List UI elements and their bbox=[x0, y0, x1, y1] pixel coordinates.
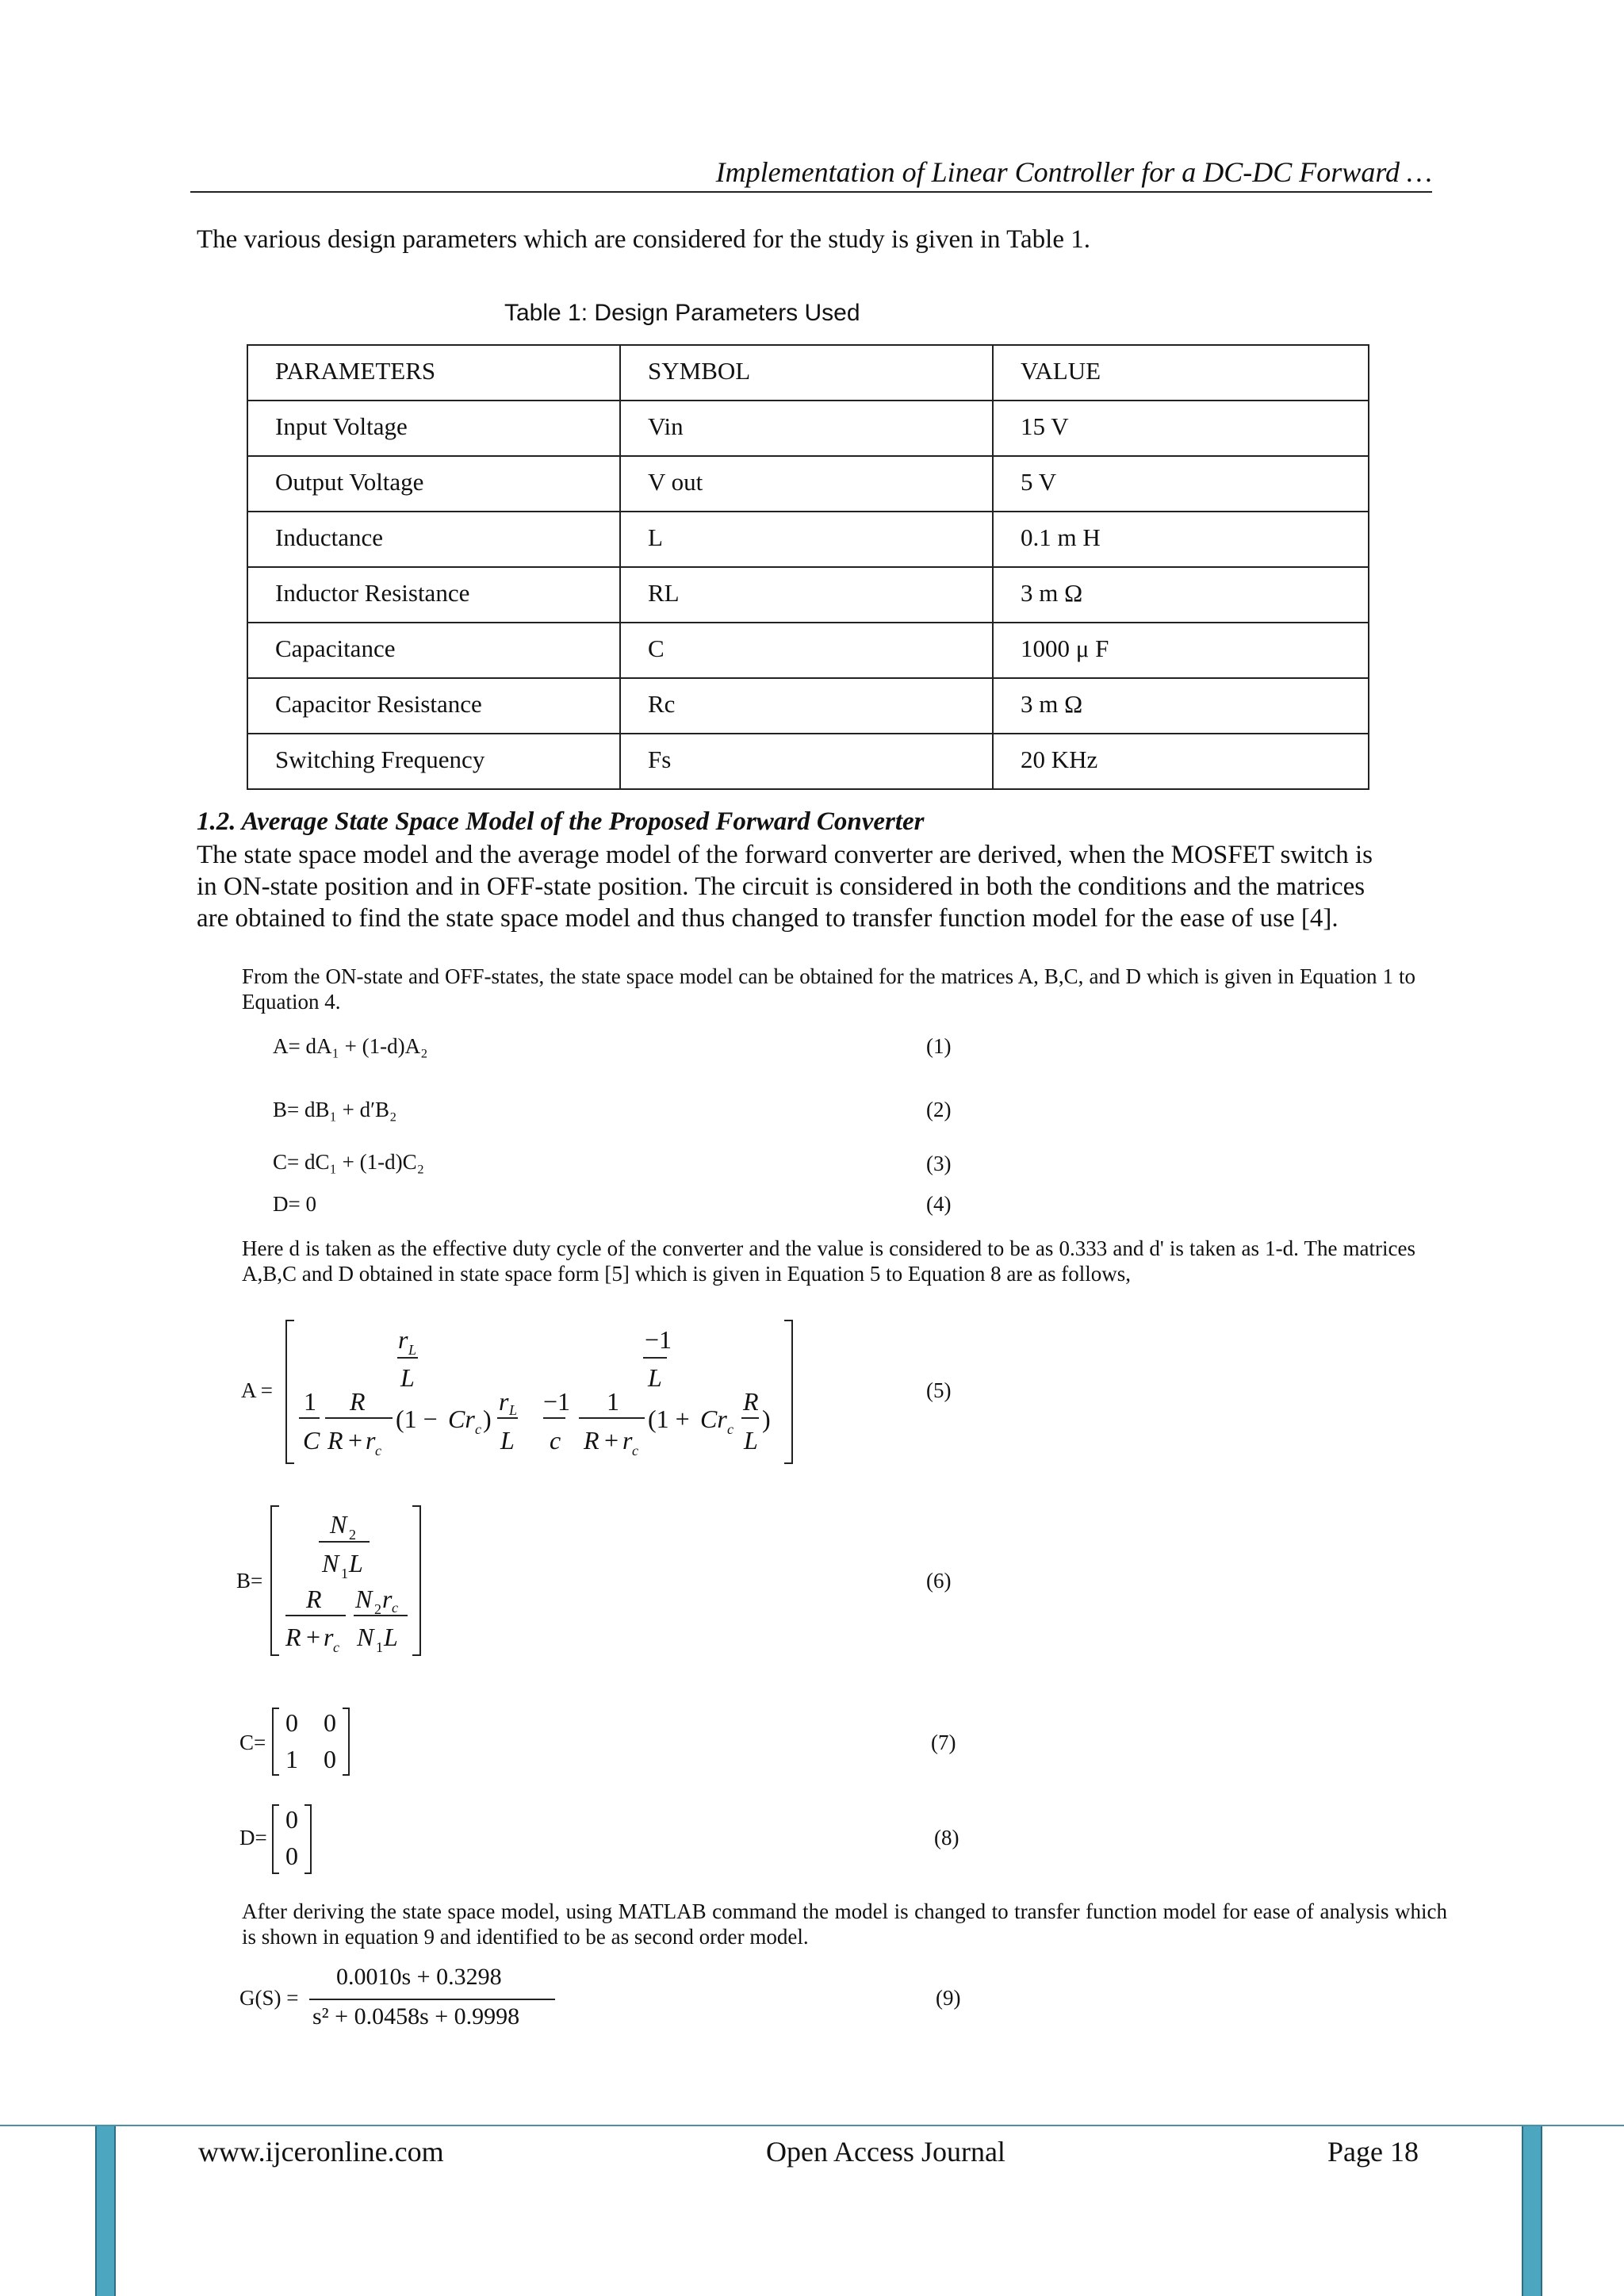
table-cell: Fs bbox=[620, 734, 993, 789]
footer-right-bar bbox=[1522, 2126, 1542, 2296]
svg-text:r: r bbox=[622, 1426, 633, 1455]
svg-text:2: 2 bbox=[349, 1527, 356, 1543]
table-row bbox=[247, 401, 1369, 456]
svg-text:L: L bbox=[384, 1623, 398, 1651]
table-header-row bbox=[247, 345, 1369, 401]
svg-text:R: R bbox=[584, 1426, 599, 1455]
equation-2: B= dB₁ + d′B₂ bbox=[273, 1098, 397, 1121]
equation-number: (6) bbox=[926, 1569, 952, 1593]
equation-number: (1) bbox=[926, 1034, 952, 1058]
table-caption: Table 1: Design Parameters Used bbox=[504, 300, 860, 326]
svg-text:c: c bbox=[333, 1639, 339, 1655]
svg-text:C: C bbox=[303, 1426, 320, 1455]
table-cell: 1000 μ F bbox=[993, 623, 1369, 678]
matrix-c-label: C= bbox=[239, 1731, 266, 1754]
svg-text:N: N bbox=[357, 1623, 374, 1651]
fraction-bar bbox=[309, 1999, 555, 2000]
table-cell: Inductance bbox=[247, 512, 620, 567]
svg-text:L: L bbox=[400, 1363, 415, 1392]
matrix-d-cell: 0 bbox=[285, 1805, 298, 1834]
svg-text:1: 1 bbox=[376, 1639, 383, 1655]
footer-page-number: Page 18 bbox=[1327, 2136, 1419, 2168]
table-cell: Rc bbox=[620, 678, 993, 734]
equation-3: C= dC₁ + (1-d)C₂ bbox=[273, 1150, 425, 1174]
table-cell: Capacitance bbox=[247, 623, 620, 678]
svg-text:Cr: Cr bbox=[448, 1405, 475, 1433]
matrix-c-cell: 0 bbox=[324, 1745, 336, 1773]
svg-text:): ) bbox=[762, 1405, 771, 1433]
svg-text:−1: −1 bbox=[543, 1387, 571, 1416]
header-cell: SYMBOL bbox=[620, 345, 993, 401]
table-cell: Switching Frequency bbox=[247, 734, 620, 789]
svg-text:(1 −: (1 − bbox=[396, 1405, 438, 1433]
svg-text:c: c bbox=[550, 1426, 561, 1455]
table-cell: Vin bbox=[620, 401, 993, 456]
table-cell: 15 V bbox=[993, 401, 1369, 456]
svg-text:+: + bbox=[306, 1623, 321, 1651]
running-head: Implementation of Linear Controller for a DC-DC Forward … bbox=[715, 156, 1432, 188]
svg-text:c: c bbox=[375, 1443, 381, 1458]
equation-number: (2) bbox=[926, 1098, 952, 1121]
table-cell: 5 V bbox=[993, 456, 1369, 512]
section-title: 1.2. Average State Space Model of the Proposed Forward Converter bbox=[197, 807, 925, 836]
footer-journal: Open Access Journal bbox=[766, 2136, 1005, 2168]
matlab-paragraph: After deriving the state space model, using MATLAB command the model is changed to transfer function model for ease of analysis which is shown in equation 9 and identified to be as second order model. bbox=[242, 1899, 1447, 1949]
matrix-b-label: B= bbox=[236, 1569, 263, 1593]
svg-text:N: N bbox=[330, 1510, 347, 1539]
header-cell: PARAMETERS bbox=[247, 345, 620, 401]
equation-number: (9) bbox=[936, 1986, 961, 2010]
table-cell: RL bbox=[620, 567, 993, 623]
table-row bbox=[247, 678, 1369, 734]
svg-text:−1: −1 bbox=[645, 1325, 672, 1354]
svg-text:r: r bbox=[366, 1426, 376, 1455]
matrix-a-label: A = bbox=[241, 1378, 273, 1402]
matrix-c-cell: 0 bbox=[285, 1708, 298, 1737]
svg-text:N: N bbox=[322, 1549, 339, 1577]
table-row bbox=[247, 456, 1369, 512]
svg-text:L: L bbox=[744, 1426, 758, 1455]
table-cell: C bbox=[620, 623, 993, 678]
equation-number: (5) bbox=[926, 1378, 952, 1402]
section-line: are obtained to find the state space model and thus changed to transfer function model for the ease of use [4]. bbox=[197, 904, 1339, 933]
svg-text:1: 1 bbox=[341, 1566, 348, 1581]
table-cell: 3 m Ω bbox=[993, 678, 1369, 734]
table-cell: 20 KHz bbox=[993, 734, 1369, 789]
svg-text:r: r bbox=[324, 1623, 334, 1651]
matrix-a bbox=[282, 1317, 797, 1467]
equation-1: A= dA₁ + (1-d)A₂ bbox=[273, 1034, 428, 1058]
svg-text:c: c bbox=[475, 1421, 481, 1437]
transfer-denominator: s² + 0.0458s + 0.9998 bbox=[312, 2003, 520, 2030]
onoff-paragraph: From the ON-state and OFF-states, the state space model can be obtained for the matrices A, B,C, and D which is given in Equation 1 to Equation 4. bbox=[242, 964, 1415, 1014]
svg-text:c: c bbox=[392, 1600, 398, 1616]
svg-text:R: R bbox=[306, 1585, 322, 1613]
svg-text:L: L bbox=[408, 1342, 417, 1358]
svg-text:1: 1 bbox=[304, 1387, 316, 1416]
header-cell: VALUE bbox=[993, 345, 1369, 401]
header-rule bbox=[190, 191, 1432, 193]
equation-number: (7) bbox=[931, 1731, 956, 1754]
matrix-d-label: D= bbox=[239, 1826, 267, 1849]
matrix-c-cell: 0 bbox=[324, 1708, 336, 1737]
svg-text:L: L bbox=[349, 1549, 363, 1577]
equation-number: (8) bbox=[934, 1826, 959, 1849]
duty-cycle-paragraph: Here d is taken as the effective duty cycle of the converter and the value is considered to be as 0.333 and d' is taken as 1-d. The matrices A,B,C and D obtained in state space form [5] which is given in Equation 5 to Equation 8 are as follows, bbox=[242, 1236, 1415, 1286]
equation-number: (3) bbox=[926, 1152, 952, 1175]
svg-text:R: R bbox=[350, 1387, 366, 1416]
equation-number: (4) bbox=[926, 1192, 952, 1216]
svg-text:): ) bbox=[483, 1405, 492, 1433]
section-line: in ON-state position and in OFF-state position. The circuit is considered in both the conditions and the matrices bbox=[197, 872, 1365, 901]
footer-rule bbox=[0, 2125, 1624, 2126]
svg-text:1: 1 bbox=[607, 1387, 619, 1416]
transfer-function-label: G(S) = bbox=[239, 1986, 299, 2010]
svg-text:L: L bbox=[500, 1426, 515, 1455]
table-row bbox=[247, 567, 1369, 623]
section-body bbox=[197, 839, 1434, 934]
svg-text:L: L bbox=[648, 1363, 662, 1392]
intro-paragraph: The various design parameters which are considered for the study is given in Table 1. bbox=[197, 225, 1090, 254]
svg-text:c: c bbox=[727, 1421, 733, 1437]
svg-text:N: N bbox=[355, 1585, 373, 1613]
matrix-c-cell: 1 bbox=[285, 1745, 298, 1773]
table-row bbox=[247, 734, 1369, 789]
svg-text:R: R bbox=[743, 1387, 759, 1416]
table-cell: Input Voltage bbox=[247, 401, 620, 456]
svg-text:c: c bbox=[632, 1443, 638, 1458]
svg-text:+: + bbox=[348, 1426, 363, 1455]
design-parameters-table bbox=[247, 344, 1369, 790]
svg-text:r: r bbox=[499, 1387, 509, 1416]
svg-text:(1 +: (1 + bbox=[648, 1405, 690, 1433]
table-cell: Output Voltage bbox=[247, 456, 620, 512]
svg-text:+: + bbox=[604, 1426, 619, 1455]
matrix-b bbox=[266, 1503, 425, 1658]
svg-text:2: 2 bbox=[374, 1601, 381, 1617]
table-cell: Inductor Resistance bbox=[247, 567, 620, 623]
svg-text:R: R bbox=[327, 1426, 343, 1455]
section-line: The state space model and the average model of the forward converter are derived, when the MOSFET switch is bbox=[197, 841, 1373, 869]
matrix-d-cell: 0 bbox=[285, 1842, 298, 1870]
table-cell: L bbox=[620, 512, 993, 567]
footer-website: www.ijceronline.com bbox=[198, 2136, 444, 2168]
table-cell: Capacitor Resistance bbox=[247, 678, 620, 734]
table-row bbox=[247, 623, 1369, 678]
transfer-numerator: 0.0010s + 0.3298 bbox=[336, 1964, 502, 1990]
svg-text:L: L bbox=[509, 1402, 518, 1418]
matrix-c-brackets bbox=[270, 1705, 352, 1778]
svg-text:R: R bbox=[285, 1623, 301, 1651]
table-cell: 0.1 m H bbox=[993, 512, 1369, 567]
table-cell: V out bbox=[620, 456, 993, 512]
svg-text:r: r bbox=[382, 1585, 393, 1613]
svg-text:Cr: Cr bbox=[700, 1405, 727, 1433]
equation-4: D= 0 bbox=[273, 1192, 316, 1216]
table-cell: 3 m Ω bbox=[993, 567, 1369, 623]
footer-left-bar bbox=[95, 2126, 116, 2296]
table-row bbox=[247, 512, 1369, 567]
svg-text:r: r bbox=[398, 1325, 408, 1354]
